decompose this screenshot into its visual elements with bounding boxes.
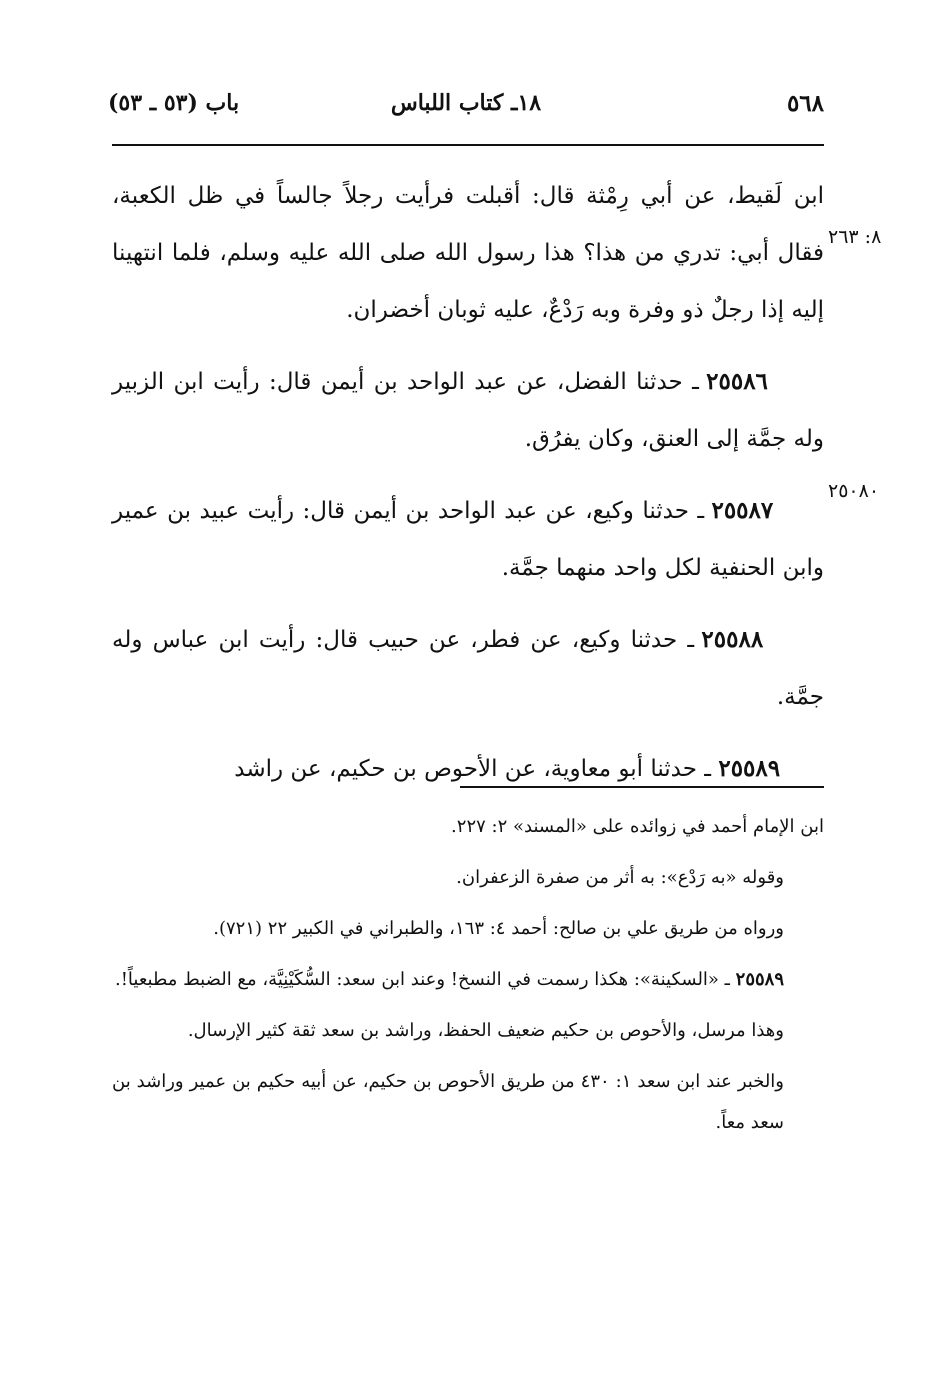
footnote: وهذا مرسل، والأحوص بن حكيم ضعيف الحفظ، وراشد بن سعد ثقة كثير الإرسال. bbox=[187, 1020, 784, 1041]
page-header bbox=[108, 86, 824, 126]
hadith-25587 bbox=[112, 482, 824, 597]
footnote: ابن الإمام أحمد في زوائده على «المسند» ٢: ٢٢٧. bbox=[451, 816, 824, 837]
footnote-number: ٢٥٥٨٩ bbox=[735, 969, 784, 990]
hadith-number: ٢٥٥٨٩ bbox=[718, 755, 781, 782]
hadith-text: ـ حدثنا أبو معاوية، عن الأحوص بن حكيم، عن راشد bbox=[234, 756, 719, 782]
hadith-text: ـ حدثنا وكيع، عن فطر، عن حبيب قال: رأيت ابن عباس وله جمَّة. bbox=[112, 627, 824, 710]
hadith-25589 bbox=[112, 740, 824, 798]
hadith-number: ٢٥٥٨٧ bbox=[711, 497, 774, 524]
page-number: ٥٦٨ bbox=[786, 90, 824, 117]
footnote: ورواه من طريق علي بن صالح: أحمد ٤: ١٦٣، والطبراني في الكبير ٢٢ (٧٢١). bbox=[213, 918, 784, 939]
footnote-divider bbox=[460, 786, 824, 788]
hadith-25588 bbox=[112, 611, 824, 726]
header-divider bbox=[112, 144, 824, 146]
footnote bbox=[112, 959, 824, 1000]
margin-reference-volume: ٨: ٢٦٣ bbox=[828, 226, 882, 248]
section-title: باب (٥٣ ـ ٥٣) bbox=[108, 90, 240, 116]
footnotes bbox=[112, 806, 824, 1143]
footnote: وقوله «به رَدْع»: به أثر من صفرة الزعفران. bbox=[456, 867, 784, 888]
footnote: والخبر عند ابن سعد ١: ٤٣٠ من طريق الأحوص بن حكيم، عن أبيه حكيم بن عمير وراشد بن سعد معاً. bbox=[112, 1071, 784, 1133]
hadith-text: ـ حدثنا وكيع، عن عبد الواحد بن أيمن قال: رأيت عبيد بن عمير وابن الحنفية لكل واحد منهما جمَّة. bbox=[112, 498, 824, 581]
hadith-number: ٢٥٥٨٦ bbox=[706, 368, 768, 395]
paragraph-continuation: ابن لَقيط، عن أبي رِمْثة قال: أقبلت فرأيت رجلاً جالساً في ظل الكعبة، فقال أبي: تدري من هذا؟ هذا رسول الله صلى الله عليه وسلم، فلما انتهينا إليه إذا رجلٌ ذو وفرة وبه رَدْعٌ، عليه ثوبان أخضران. bbox=[112, 183, 824, 323]
chapter-title: ١٨ـ كتاب اللباس bbox=[390, 90, 542, 116]
margin-reference-number: ٢٥٠٨٠ bbox=[828, 480, 880, 502]
hadith-25586 bbox=[112, 353, 824, 468]
main-text bbox=[112, 168, 824, 798]
hadith-text: ـ حدثنا الفضل، عن عبد الواحد بن أيمن قال: رأيت ابن الزبير وله جمَّة إلى العنق، وكان يفرُق. bbox=[112, 369, 824, 452]
hadith-number: ٢٥٥٨٨ bbox=[701, 626, 764, 653]
footnote-text: ـ «السكينة»: هكذا رسمت في النسخ! وعند ابن سعد: السُّكَيْنِيَّة، مع الضبط مطبعياً!. bbox=[114, 969, 736, 990]
